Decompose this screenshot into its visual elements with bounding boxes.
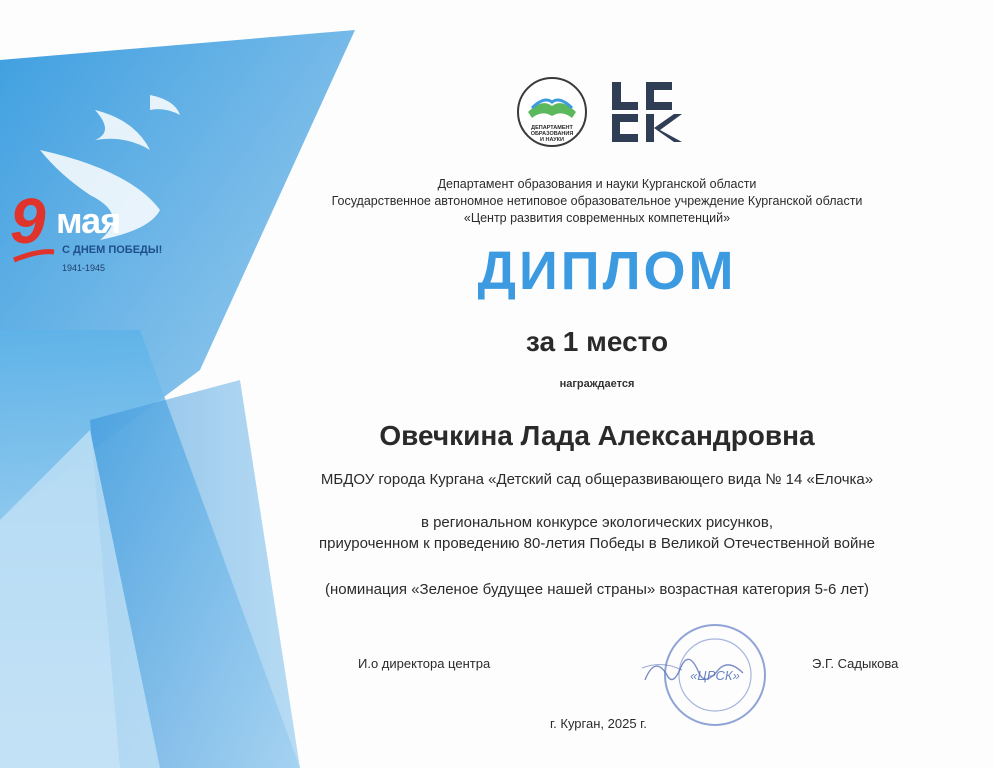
crsk-logo xyxy=(610,80,684,144)
city-year: г. Курган, 2025 г. xyxy=(550,716,647,731)
org-line-3: «Центр развития современных компетенций» xyxy=(463,211,731,225)
svg-text:9: 9 xyxy=(10,188,46,257)
diploma-title: ДИПЛОМ xyxy=(477,241,737,301)
education-department-logo xyxy=(516,76,588,148)
badge-years: 1941-1945 xyxy=(62,263,106,273)
logos-row xyxy=(516,76,684,148)
nomination: (номинация «Зеленое будущее нашей страны» возрастная категория 5-6 лет) xyxy=(325,581,869,598)
org-line-2: Государственное автономное нетиповое образовательное учреждение Курганской области xyxy=(331,194,863,208)
badge-month: мая xyxy=(56,200,121,241)
organization-header xyxy=(200,176,994,227)
stamp-and-signature xyxy=(640,620,780,730)
stamp-text: «ЦРСК» xyxy=(690,668,740,683)
awarded-label: награждается xyxy=(559,378,635,390)
recipient-name: Овечкина Лада Александровна xyxy=(379,420,815,451)
signatory-name: Э.Г. Садыкова xyxy=(812,656,899,671)
badge-greeting: С ДНЕМ ПОБЕДЫ! xyxy=(62,244,163,256)
contest-line-2: приуроченном к проведению 80-летия Победы в Великой Отечественной войне xyxy=(319,535,875,552)
dept-logo-line3: И НАУКИ xyxy=(540,137,564,143)
contest-description xyxy=(200,512,994,554)
dept-logo-line1: ДЕПАРТАМЕНТ xyxy=(531,125,573,131)
award-place: за 1 место xyxy=(525,326,669,357)
signatory-position: И.о директора центра xyxy=(358,656,491,671)
org-line-1: Департамент образования и науки Курганской области xyxy=(437,177,757,191)
institution: МБДОУ города Кургана «Детский сад общеразвивающего вида № 14 «Елочка» xyxy=(320,471,874,488)
dept-logo-line2: ОБРАЗОВАНИЯ xyxy=(530,131,574,137)
contest-line-1: в региональном конкурсе экологических рисунков, xyxy=(420,514,774,531)
